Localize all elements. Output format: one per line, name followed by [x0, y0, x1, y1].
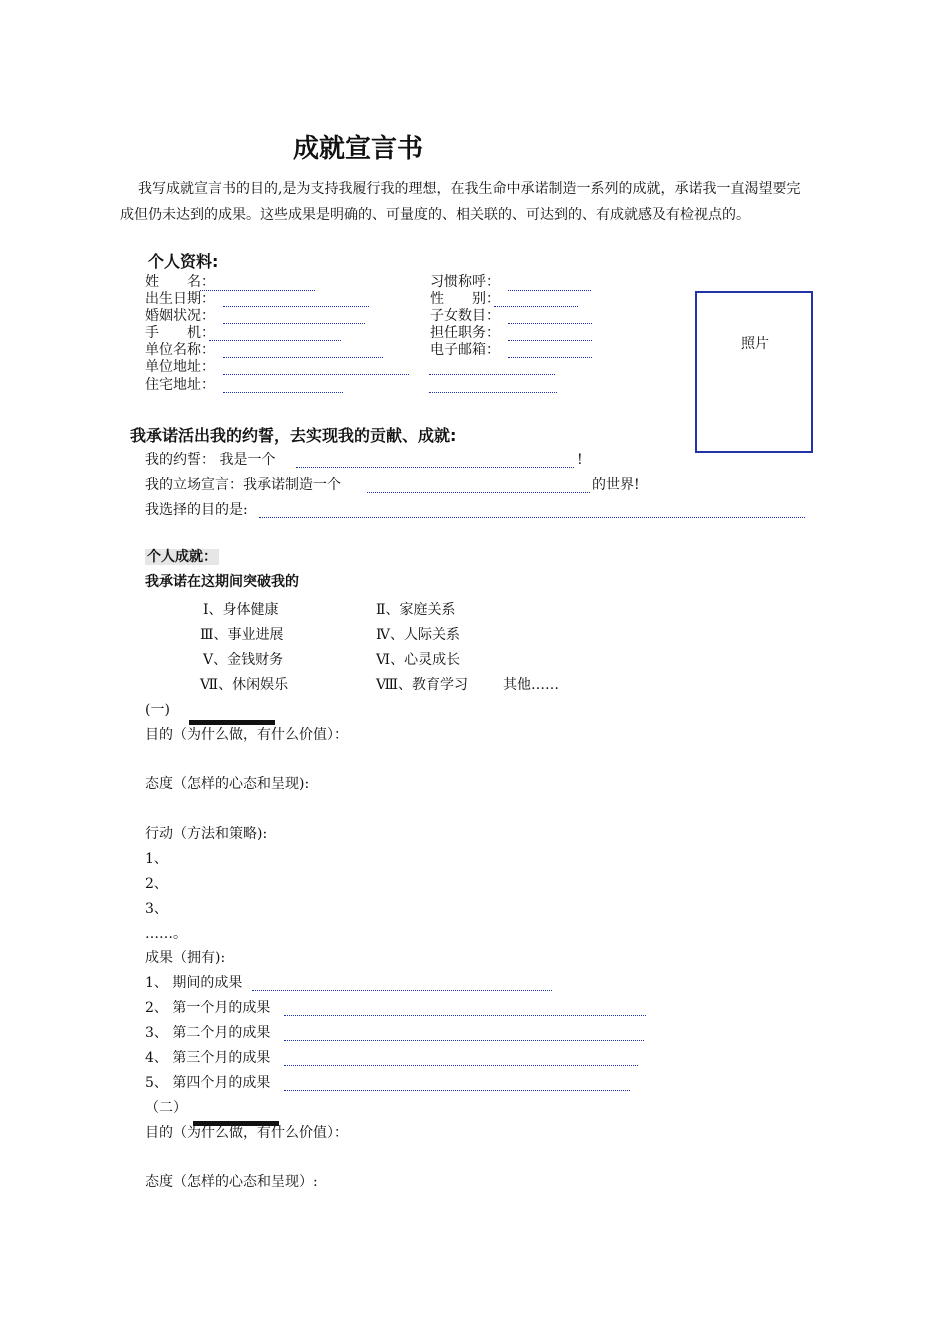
field-label-name: 姓 名： — [145, 274, 215, 290]
category-item: Ⅶ、休闲娱乐 — [200, 677, 289, 693]
stance-suffix: 的世界! — [592, 477, 640, 493]
category-item: Ⅲ、事业进展 — [200, 627, 284, 643]
section1-attitude: 态度（怎样的心态和呈现): — [145, 776, 310, 792]
field-label-marital: 婚姻状况： — [145, 308, 215, 324]
section1-action: 行动（方法和策略): — [145, 826, 268, 842]
result-field[interactable] — [284, 1040, 644, 1041]
field-label-birthdate: 出生日期： — [145, 291, 215, 307]
result-field[interactable] — [284, 1015, 646, 1016]
stance-label: 我的立场宣言：我承诺制造一个 — [145, 477, 341, 493]
photo-box[interactable] — [695, 291, 813, 453]
oath-label: 我的约誓： 我是一个 — [145, 452, 276, 468]
category-item: Ⅵ、心灵成长 — [376, 652, 461, 668]
page-title: 成就宣言书 — [293, 134, 424, 164]
field-label-company-address: 单位地址： — [145, 359, 215, 375]
purpose-label: 我选择的目的是: — [145, 502, 248, 518]
company-address-field-2[interactable] — [429, 374, 555, 375]
section1-purpose: 目的（为什么做，有什么价值）： — [145, 727, 348, 743]
birthdate-field[interactable] — [223, 306, 369, 307]
nickname-field[interactable] — [508, 290, 591, 291]
result-item: 4、 第三个月的成果 — [145, 1050, 271, 1066]
personal-info-heading: 个人资料: — [148, 252, 219, 271]
result-field[interactable] — [284, 1065, 638, 1066]
field-label-gender: 性 别： — [430, 291, 500, 307]
position-field[interactable] — [508, 340, 592, 341]
field-label-position: 担任职务： — [430, 325, 500, 341]
section1-label: (一) — [145, 702, 170, 718]
marital-field[interactable] — [223, 323, 365, 324]
email-field[interactable] — [508, 357, 592, 358]
company-address-field[interactable] — [223, 374, 409, 375]
category-item: Ⅷ、教育学习 — [376, 677, 469, 693]
redaction-bar — [189, 720, 275, 725]
step-item: 2、 — [145, 876, 168, 892]
intro-paragraph: 我写成就宣言书的目的,是为支持我履行我的理想，在我生命中承诺制造一系列的成就，承诺我一直渴望要完成但仍未达到的成果。这些成果是明确的、可量度的、相关联的、可达到的、有成就感及有检视点的。 — [120, 181, 801, 223]
gender-field[interactable] — [494, 306, 578, 307]
oath-suffix: ! — [577, 452, 583, 468]
result-item: 3、 第二个月的成果 — [145, 1025, 271, 1041]
home-address-field[interactable] — [223, 392, 343, 393]
mobile-field[interactable] — [209, 340, 341, 341]
field-label-children: 子女数目： — [430, 308, 500, 324]
field-label-email: 电子邮箱： — [430, 342, 500, 358]
commitment-heading: 我承诺活出我的约誓，去实现我的贡献、成就: — [130, 426, 457, 445]
section2-label: （二） — [145, 1100, 187, 1116]
result-item: 5、 第四个月的成果 — [145, 1075, 271, 1091]
section1-results-label: 成果（拥有): — [145, 950, 226, 966]
result-field[interactable] — [252, 990, 552, 991]
achievements-subheading: 我承诺在这期间突破我的 — [145, 574, 299, 590]
section2-purpose: 目的（为什么做，有什么价值）： — [145, 1125, 348, 1141]
field-label-home-address: 住宅地址： — [145, 377, 215, 393]
name-field[interactable] — [200, 290, 315, 291]
children-field[interactable] — [508, 323, 592, 324]
purpose-field[interactable] — [259, 517, 805, 518]
category-item: Ⅳ、人际关系 — [376, 627, 460, 643]
stance-field[interactable] — [367, 492, 590, 493]
result-item: 2、 第一个月的成果 — [145, 1000, 271, 1016]
category-item: Ⅰ、身体健康 — [203, 602, 279, 618]
result-item: 1、 期间的成果 — [145, 975, 243, 991]
section2-attitude: 态度（怎样的心态和呈现）: — [145, 1174, 318, 1190]
oath-field[interactable] — [296, 467, 574, 468]
achievements-heading: 个人成就： — [147, 549, 217, 565]
company-field[interactable] — [223, 357, 383, 358]
step-item: 1、 — [145, 851, 168, 867]
step-item: 3、 — [145, 901, 168, 917]
photo-label: 照片 — [741, 336, 769, 352]
category-other: 其他…… — [503, 677, 559, 693]
step-item: ……。 — [145, 926, 187, 942]
field-label-company: 单位名称： — [145, 342, 215, 358]
category-item: Ⅱ、家庭关系 — [376, 602, 456, 618]
field-label-nickname: 习惯称呼： — [430, 274, 500, 290]
result-field[interactable] — [284, 1090, 630, 1091]
home-address-field-2[interactable] — [429, 392, 557, 393]
field-label-mobile: 手 机： — [145, 325, 215, 341]
category-item: Ⅴ、金钱财务 — [203, 652, 284, 668]
